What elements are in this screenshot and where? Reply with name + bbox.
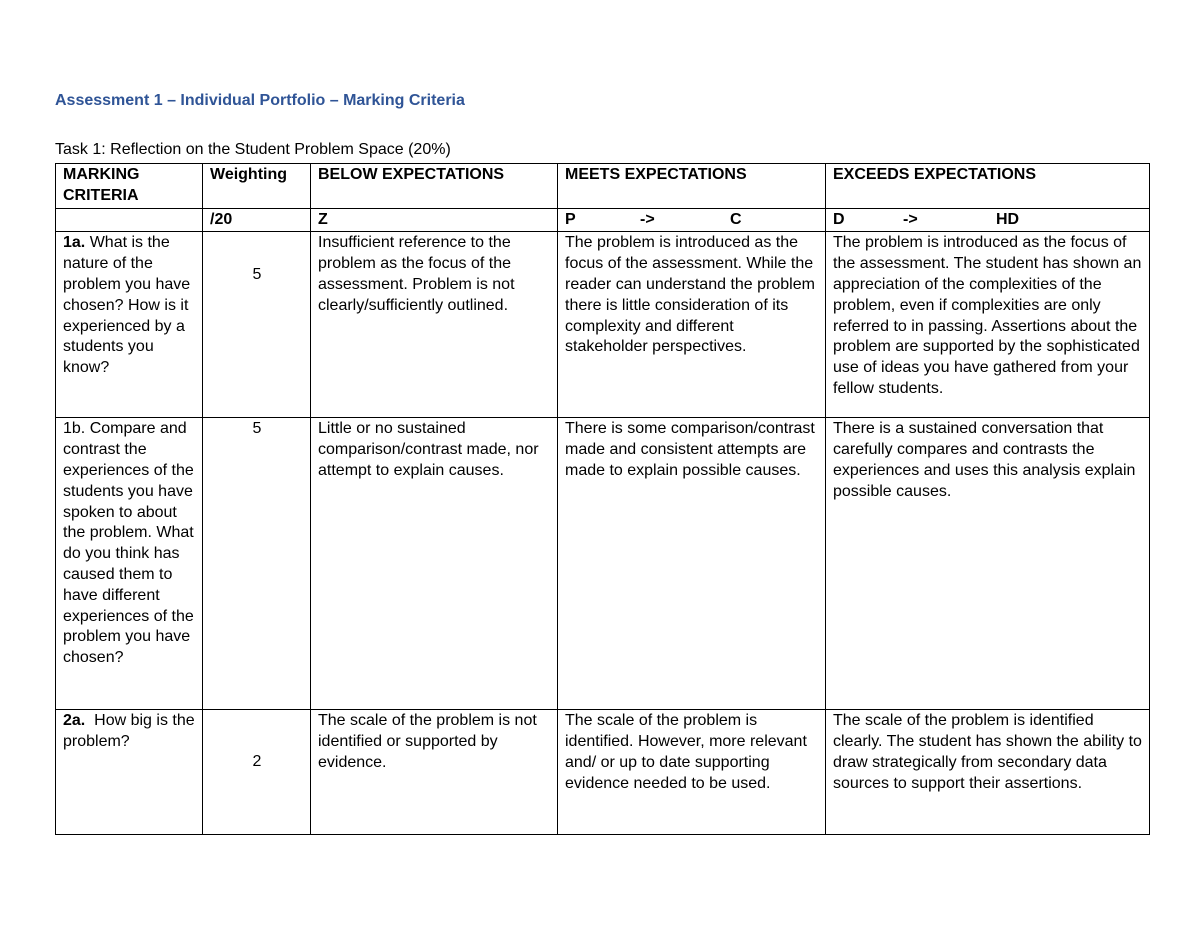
table-row bbox=[56, 232, 1150, 418]
meets-cell: There is some comparison/contrast made and consistent attempts are made to explain possible causes. bbox=[558, 418, 826, 710]
grade-exceeds bbox=[826, 208, 1150, 232]
grade-exceeds-from: D bbox=[833, 210, 845, 228]
exceeds-cell: There is a sustained conversation that carefully compares and contrasts the experiences and uses this analysis explain possible causes. bbox=[826, 418, 1150, 710]
grade-weight-total: /20 bbox=[203, 208, 311, 232]
grade-band-row bbox=[56, 208, 1150, 232]
criteria-code: 2a. bbox=[63, 712, 86, 730]
grade-below: Z bbox=[311, 208, 558, 232]
exceeds-cell: The scale of the problem is identified clearly. The student has shown the ability to draw strategically from secondary data sources to support their assertions. bbox=[826, 710, 1150, 835]
criteria-cell-2a bbox=[56, 710, 203, 835]
meets-cell: The problem is introduced as the focus of the assessment. While the reader can understand the problem there is little consideration of its complexity and different stakeholder perspectives. bbox=[558, 232, 826, 418]
header-marking-criteria: MARKING CRITERIA bbox=[56, 164, 203, 209]
header-below-expectations: BELOW EXPECTATIONS bbox=[311, 164, 558, 209]
below-cell: Insufficient reference to the problem as the focus of the assessment. Problem is not clearly/sufficiently outlined. bbox=[311, 232, 558, 418]
header-exceeds-expectations: EXCEEDS EXPECTATIONS bbox=[826, 164, 1150, 209]
criteria-cell-1b bbox=[56, 418, 203, 710]
header-weighting: Weighting bbox=[203, 164, 311, 209]
criteria-text: 1b. Compare and contrast the experiences of the students you have spoken to about the problem. What do you think has caused them to have different experiences of the problem you have chosen? bbox=[63, 420, 194, 667]
grade-meets-to: C bbox=[730, 210, 742, 228]
weight-cell: 5 bbox=[203, 418, 311, 710]
table-header-row bbox=[56, 164, 1150, 209]
below-cell: Little or no sustained comparison/contrast made, nor attempt to explain causes. bbox=[311, 418, 558, 710]
grade-criteria-cell bbox=[56, 208, 203, 232]
exceeds-cell: The problem is introduced as the focus of the assessment. The student has shown an appreciation of the complexities of the problem, even if complexities are only referred to in passing. Assertions about the problem are supported by the sophisticated use of ideas you have gathered from your fellow students. bbox=[826, 232, 1150, 418]
meets-cell: The scale of the problem is identified. However, more relevant and/ or up to date supporting evidence needed to be used. bbox=[558, 710, 826, 835]
criteria-cell-1a bbox=[56, 232, 203, 418]
grade-meets bbox=[558, 208, 826, 232]
weight-cell: 5 bbox=[203, 232, 311, 418]
table-row bbox=[56, 418, 1150, 710]
table-row bbox=[56, 710, 1150, 835]
criteria-text: What is the nature of the problem you have chosen? How is it experienced by a students you know? bbox=[63, 234, 191, 377]
grade-meets-arrow: -> bbox=[640, 210, 655, 228]
grade-exceeds-to: HD bbox=[996, 210, 1020, 228]
below-cell: The scale of the problem is not identified or supported by evidence. bbox=[311, 710, 558, 835]
document-title: Assessment 1 – Individual Portfolio – Marking Criteria bbox=[55, 92, 465, 109]
header-meets-expectations: MEETS EXPECTATIONS bbox=[558, 164, 826, 209]
weight-cell: 2 bbox=[203, 710, 311, 835]
grade-exceeds-arrow: -> bbox=[903, 210, 918, 228]
task-heading: Task 1: Reflection on the Student Problem Space (20%) bbox=[55, 141, 451, 158]
criteria-code: 1a. bbox=[63, 234, 86, 252]
marking-criteria-table bbox=[55, 163, 1150, 835]
grade-meets-from: P bbox=[565, 210, 576, 228]
criteria-text: How big is the problem? bbox=[63, 712, 200, 751]
